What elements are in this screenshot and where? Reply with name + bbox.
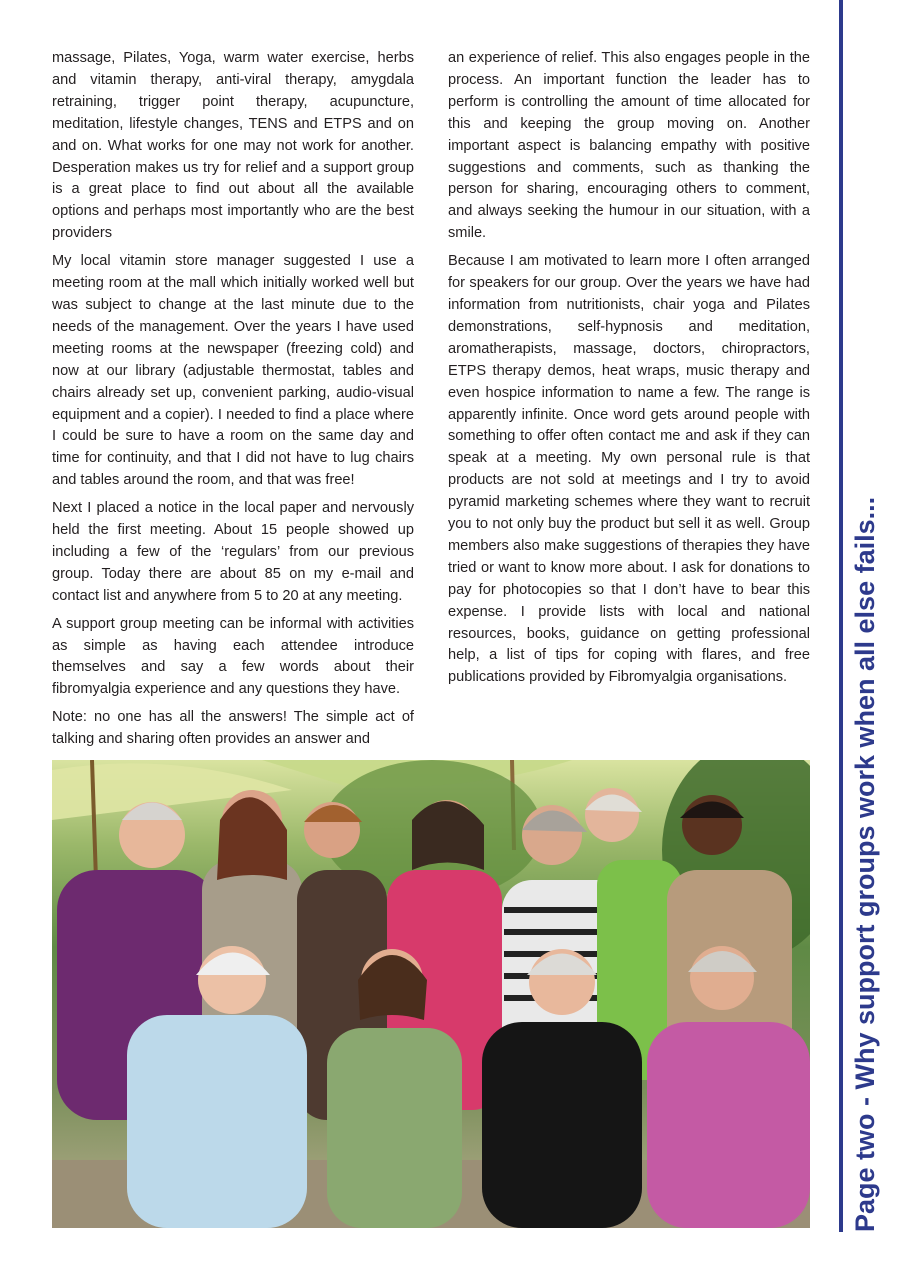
paragraph: Because I am motivated to learn more I often arranged for speakers for our group. Over the years we have had information from nutritionists, chair yoga and Pilates demonstrations, self-hypnosis and meditation, aromatherapists, massage, doctors, chiropractors, ETPS therapy demos, heat wraps, music therapy and even hospice information to name a few. The range is apparently infinite. Once word gets around people with something to offer often contact me and ask if they can speak at a meeting. My own personal rule is that products are not sold at meetings and I try to avoid pyramid marketing schemes where they want to recruit you to not only buy the product but sell it as well. Group members also make suggestions of therapies they have tried or want to know more about. I ask for donations to pay for photocopies so that I don’t have to bear this expense. I provide lists with local and national resources, books, guidance on getting professional help, a list of tips for coping with flares, and free publications provided by Fibromyalgia organisations. xyxy=(448,253,810,686)
sidebar-rule xyxy=(839,0,843,1232)
article-right-column xyxy=(448,48,810,695)
paragraph: an experience of relief. This also engages people in the process. An important function the leader has to perform is controlling the amount of time allocated for this and keeping the group moving on. Another important aspect is balancing empathy with positive suggestions and comments, such as thanking the person for sharing, encouraging others to comment, and always seeking the humour in our situation, with a smile. xyxy=(448,50,810,242)
paragraph: Next I placed a notice in the local paper and nervously held the first meeting. About 15 people showed up including a few of the ‘regulars’ from our previous group. Today there are about 85 on my e-mail and contact list and anywhere from 5 to 20 at any meeting. xyxy=(52,500,414,604)
group-photo xyxy=(52,760,810,1228)
paragraph: massage, Pilates, Yoga, warm water exercise, herbs and vitamin therapy, anti-viral therapy, amygdala retraining, trigger point therapy, acupuncture, meditation, lifestyle changes, TENS and ETPS and on and on. What works for one may not work for another. Desperation makes us try for relief and a support group is a great place to find out about all the available options and perhaps most importantly who are the best providers xyxy=(52,50,414,242)
paragraph: My local vitamin store manager suggested I use a meeting room at the mall which initially worked well but was subject to change at the last minute due to the needs of the management. Over the years I have used meeting rooms at the newspaper (freezing cold) and now at our library (adjustable thermostat, tables and chairs already set up, convenient parking, audio-visual equipment and a copier). I needed to find a place where I could be sure to have a room on the same day and time for continuity, and that I did not have to lug chairs and tables around the room, and that was free! xyxy=(52,253,414,489)
paragraph: Note: no one has all the answers! The simple act of talking and sharing often provides an answer and xyxy=(52,709,414,748)
paragraph: A support group meeting can be informal with activities as simple as having each attendee introduce themselves and say a few words about their fibromyalgia experience and any questions they have. xyxy=(52,615,414,698)
group-photo-illustration xyxy=(52,760,810,1228)
page-title: Page two - Why support groups work when all else fails... xyxy=(850,496,880,1232)
article-left-column xyxy=(52,48,414,757)
